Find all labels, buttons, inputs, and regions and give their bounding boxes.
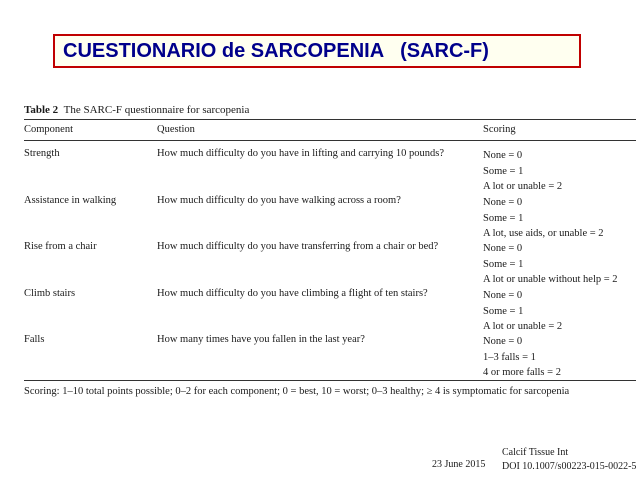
row-scoring <box>483 241 618 288</box>
title-box <box>53 34 581 68</box>
scoring-line: A lot, use aids, or unable = 2 <box>483 228 604 240</box>
row-component: Climb stairs <box>24 288 76 299</box>
row-question: How much difficulty do you have climbing a flight of ten stairs? <box>157 288 428 299</box>
scoring-line: A lot or unable without help = 2 <box>483 274 618 286</box>
header-question: Question <box>157 124 195 135</box>
header-component: Component <box>24 124 73 135</box>
row-question: How much difficulty do you have in lifting and carrying 10 pounds? <box>157 148 445 159</box>
table-caption-text: The SARC-F questionnaire for sarcopenia <box>63 104 250 116</box>
citation-doi: DOI 10.1007/s00223-015-0022-5 <box>502 461 637 472</box>
row-component: Falls <box>24 334 45 345</box>
row-scoring <box>483 148 562 195</box>
header-scoring: Scoring <box>483 124 516 135</box>
row-scoring <box>483 288 562 335</box>
row-scoring <box>483 334 561 381</box>
table-caption <box>24 104 249 116</box>
scoring-line: 1–3 falls = 1 <box>483 351 536 363</box>
table-header-rule <box>24 140 636 141</box>
row-question: How many times have you fallen in the last year? <box>157 334 365 345</box>
citation <box>502 446 636 474</box>
scoring-line: None = 0 <box>483 150 523 161</box>
scoring-line: A lot or unable = 2 <box>483 181 563 193</box>
citation-journal: Calcif Tissue Int <box>502 447 569 458</box>
row-question: How much difficulty do you have transferring from a chair or bed? <box>157 241 439 252</box>
row-scoring <box>483 195 604 242</box>
table-top-rule <box>24 119 636 120</box>
scoring-line: None = 0 <box>483 336 523 347</box>
scoring-line: Some = 1 <box>483 212 524 224</box>
scoring-line: 4 or more falls = 2 <box>483 367 561 379</box>
date-label: 23 June 2015 <box>432 459 486 470</box>
scoring-line: Some = 1 <box>483 165 524 177</box>
scoring-line: Some = 1 <box>483 258 524 270</box>
scoring-line: A lot or unable = 2 <box>483 321 563 333</box>
scoring-line: None = 0 <box>483 197 523 208</box>
scoring-line: None = 0 <box>483 290 523 301</box>
table-bottom-rule <box>24 380 636 381</box>
table-caption-label: Table 2 <box>24 104 59 116</box>
row-component: Rise from a chair <box>24 241 97 252</box>
row-question: How much difficulty do you have walking across a room? <box>157 195 401 206</box>
scoring-line: None = 0 <box>483 243 523 254</box>
row-component: Strength <box>24 148 60 159</box>
table-footnote: Scoring: 1–10 total points possible; 0–2 for each component; 0 = best, 10 = worst; 0–3 healthy; ≥ 4 is symptomatic for sarcopenia <box>24 386 570 397</box>
scoring-line: Some = 1 <box>483 305 524 317</box>
row-component: Assistance in walking <box>24 195 117 206</box>
page-title: CUESTIONARIO de SARCOPENIA (SARC-F) <box>63 39 489 62</box>
